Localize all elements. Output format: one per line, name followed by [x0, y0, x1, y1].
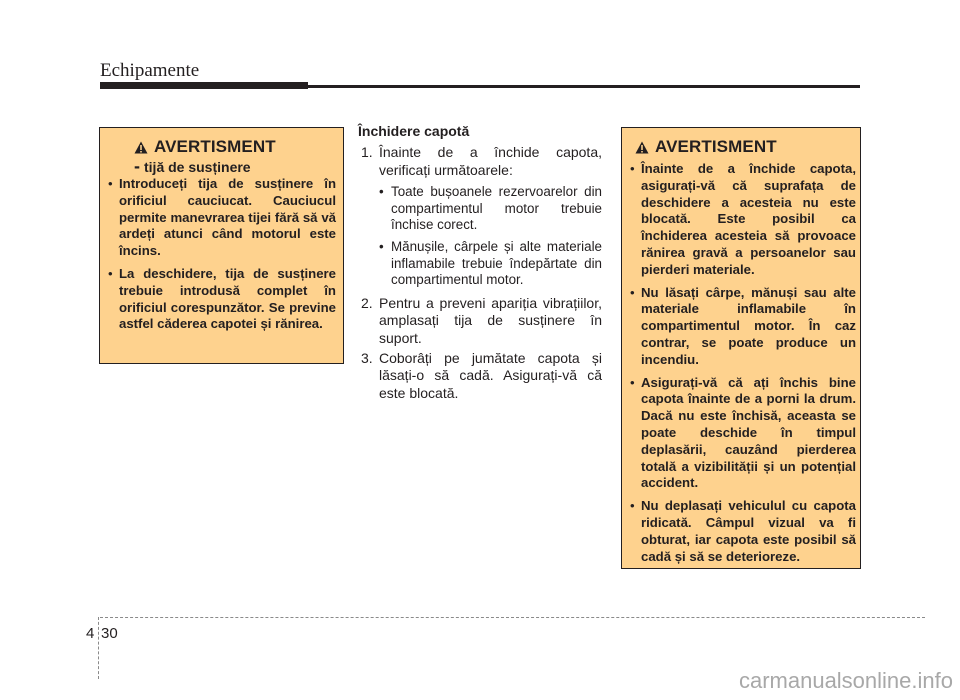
warning-heading	[635, 137, 777, 157]
warning-list	[630, 161, 856, 571]
warning-triangle-icon	[635, 141, 649, 154]
warning-list	[108, 176, 336, 339]
warning-box-support-rod	[99, 127, 344, 364]
warning-item: • Înainte de a închide capota, asigurați-vă că suprafața de deschidere a acesteia nu este blocată. Este posibil ca închiderea acesteia să provoace rănirea gravă a persoanelor sau pierderi materiale.	[630, 161, 856, 277]
section-heading: Închidere capotă	[358, 123, 470, 139]
warning-title: AVERTISMENT	[154, 137, 276, 156]
warning-item: • Nu lăsați cârpe, mănuși sau alte materiale inflamabile în compartimentul motor. În caz contrar, se poate produce un incendiu.	[630, 284, 856, 367]
checklist-item: • Mănușile, cârpele și alte materiale inflamabile trebuie îndepărtate din compartimentul motor.	[379, 239, 602, 288]
step-item: 2. Pentru a preveni apariția vibrațiilor, amplasați tija de susținere în suport.	[361, 294, 602, 346]
checklist	[379, 184, 602, 289]
warning-box-closing-hood	[621, 127, 861, 569]
steps-list	[358, 144, 602, 402]
step-item: 3. Coborâți pe jumătate capota și lăsați-o să cadă. Asigurați-vă că este blocată.	[361, 350, 602, 401]
warning-item: • Asigurați-vă că ați închis bine capota înainte de a porni la drum. Dacă nu este închisă, aceasta se poate deschide în timpul deplasării, cauzând pierderea totală a vizibilității și un potențial accident.	[630, 374, 856, 491]
warning-triangle-icon	[134, 141, 148, 154]
footer-rule	[100, 617, 925, 618]
warning-item: • Introduceți tija de susținere în orificiul cauciucat. Cauciucul permite manevrarea tijei fără să vă ardeți atunci când motorul este încins.	[108, 176, 336, 259]
warning-item: • La deschidere, tija de susținere trebuie introdusă complet în orificiul corespunzător. Se previne astfel căderea capotei și rănirea.	[108, 265, 336, 332]
checklist-item: • Toate bușoanele rezervoarelor din compartimentul motor trebuie închise corect.	[379, 184, 602, 233]
watermark: carmanualsonline.info	[738, 668, 953, 693]
section-title: Echipamente	[100, 60, 200, 81]
warning-heading	[134, 137, 276, 157]
chapter-number: 4	[86, 625, 95, 642]
warning-subtitle: - tijă de susținere	[134, 156, 251, 176]
header-rule-accent	[100, 82, 308, 89]
warning-item: • Nu deplasați vehiculul cu capota ridicată. Câmpul vizual va fi obturat, iar capota este posibil să cadă și să se deterioreze.	[630, 498, 856, 564]
closing-hood-section	[358, 123, 602, 405]
page-number: 30	[101, 625, 118, 642]
warning-title: AVERTISMENT	[655, 137, 777, 156]
step-item: 1. Înainte de a închide capota, verificați următoarele: • Toate bușoanele rezervoarelor din compartimentul motor trebuie închise corect. • Mănușile, cârpele și alte materiale inflamabile trebuie îndepărtate din compartimentul motor.	[361, 144, 602, 288]
footer-divider	[98, 617, 99, 679]
